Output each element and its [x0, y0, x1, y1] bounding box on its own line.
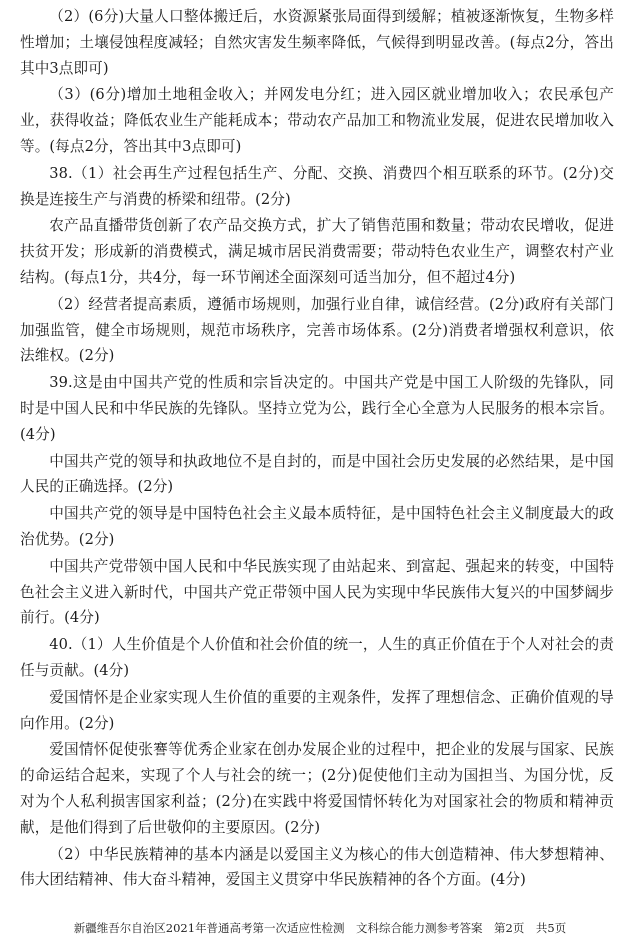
answer-paragraph: 农产品直播带货创新了农产品交换方式，扩大了销售范围和数量；带动农民增收，促进扶贫开发；形成新的消费模式，满足城市居民消费需要；带动特色农业生产，调整农村产业结构。(每点1分，共4分，每一环节阐述全面深刻可适当加分，但不超过4分) [20, 217, 614, 286]
answer-paragraph: 39.这是由中国共产党的性质和宗旨决定的。中国共产党是中国工人阶级的先锋队，同时是中国人民和中华民族的先锋队。坚持立党为公，践行全心全意为人民服务的根本宗旨。(4分) [20, 374, 614, 443]
answer-paragraph: 38.（1）社会再生产过程包括生产、分配、交换、消费四个相互联系的环节。(2分)交换是连接生产与消费的桥梁和纽带。(2分) [20, 164, 614, 208]
answer-paragraph: （2）(6分)大量人口整体搬迁后，水资源紧张局面得到缓解；植被逐渐恢复，生物多样性增加；土壤侵蚀程度减轻；自然灾害发生频率降低，气候得到明显改善。(每点2分，答出其中3点即可) [20, 8, 614, 77]
answer-paragraph: 中国共产党的领导是中国特色社会主义最本质特征，是中国特色社会主义制度最大的政治优势。(2分) [20, 505, 614, 548]
answer-paragraph: 爱国情怀促使张謇等优秀企业家在创办发展企业的过程中，把企业的发展与国家、民族的命运结合起来，实现了个人与社会的统一；(2分)促使他们主动为国担当、为国分忧，反对为个人私利损害国家利益；(2分)在实践中将爱国情怀转化为对国家社会的物质和精神贡献，是他们得到了后世敬仰的主要原因。(2分) [20, 741, 614, 836]
answer-content [20, 4, 614, 893]
page-footer: 新疆维吾尔自治区2021年普通高考第一次适应性检测 文科综合能力测参考答案 第2页 共5页 [73, 921, 567, 935]
answer-paragraph: 中国共产党带领中国人民和中华民族实现了由站起来、到富起、强起来的转变，中国特色社会主义进入新时代，中国共产党正带领中国人民为实现中华民族伟大复兴的中国梦阔步前行。(4分) [20, 557, 614, 627]
answer-paragraph: （2）中华民族精神的基本内涵是以爱国主义为核心的伟大创造精神、伟大梦想精神、伟大团结精神、伟大奋斗精神，爱国主义贯穿中华民族精神的各个方面。(4分) [20, 845, 614, 889]
answer-paragraph: 中国共产党的领导和执政地位不是自封的，而是中国社会历史发展的必然结果，是中国人民的正确选择。(2分) [20, 452, 614, 496]
answer-paragraph: 爱国情怀是企业家实现人生价值的重要的主观条件，发挥了理想信念、正确价值观的导向作用。(2分) [20, 688, 614, 732]
answer-paragraph: （3）(6分)增加土地租金收入；并网发电分红；进入园区就业增加收入；农民承包产业，获得收益；降低农业生产能耗成本；带动农产品加工和物流业发展，促进农民增加收入等。(每点2分，答出其中3点即可) [20, 86, 614, 155]
answer-paragraph: （2）经营者提高素质，遵循市场规则，加强行业自律，诚信经营。(2分)政府有关部门加强监管，健全市场规则，规范市场秩序，完善市场体系。(2分)消费者增强权利意识，依法维权。(2分) [20, 295, 614, 365]
answer-paragraph: 40.（1）人生价值是个人价值和社会价值的统一，人生的真正价值在于个人对社会的责任与贡献。(4分) [20, 636, 614, 679]
